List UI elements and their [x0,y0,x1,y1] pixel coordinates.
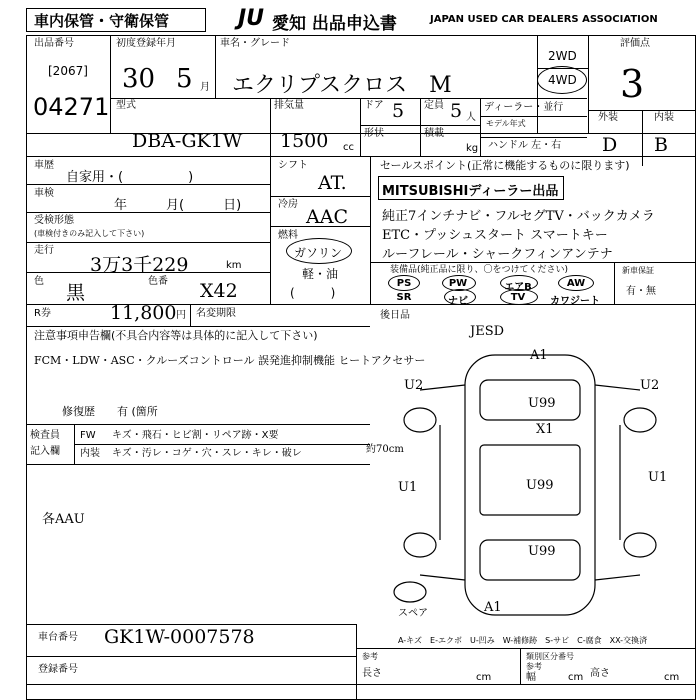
exterior-grade: D [602,134,618,156]
transfer-label: 名変期限 [196,308,236,319]
equip-aw-circle [558,275,594,291]
inspector-row1-head: FW [80,430,96,441]
lot-sub-number: [2067] [48,64,88,78]
score-value: 3 [620,62,645,106]
equip-tv: TV [510,292,526,303]
model-year-label: モデル年式 [486,119,526,128]
mark-roof: U99 [526,478,554,493]
note-aau: 各AAU [42,512,85,527]
interior-label: 内装 [654,112,674,123]
car-name-value: エクリプスクロス M [232,73,452,98]
reg-year: 30 [122,64,156,94]
reg-month-unit: 月 [200,82,210,93]
inspector-row2-items: キズ・汚レ・コゲ・穴・スレ・キレ・破レ [112,448,302,459]
drive-4wd: 4WD [548,73,577,87]
shift-label: シフト [278,160,308,171]
inspector-row2-head: 内装 [80,448,100,459]
disp-label: 排気量 [274,100,304,111]
interior-grade: B [654,134,668,156]
equip-seat: カワジート [550,296,600,307]
receive-sub: (車検付きのみ記入して下さい) [34,229,145,238]
mileage-unit: km [226,260,242,271]
mark-trunk: U99 [528,544,556,559]
sales-line-2: ETC・プッシュスタート スマートキー [382,228,608,243]
reg-no-label: 登録番号 [38,664,78,675]
storage-note: 車内保管・守衛保管 [34,12,170,30]
equip-navi: ナビ [448,296,468,307]
score-label: 評価点 [620,38,650,49]
reg-date-label: 初度登録年月 [116,38,176,49]
inspector-label-2: 記入欄 [30,446,60,457]
inspection-label: 車検 [34,188,54,199]
exterior-label: 外装 [598,112,618,123]
mark-front: A1 [530,348,548,363]
model-label: 型式 [116,100,136,111]
dealer-label: ディーラー・並行 [484,102,564,113]
notes-content: FCM・LDW・ASC・クルーズコントロール 誤発進抑制機能 ヒートアクセサー [34,354,426,367]
fuel-diesel: 軽・油 [302,267,339,281]
seats-unit: 人 [466,112,476,123]
car-name-label: 車名・グレード [220,38,290,49]
equip-ps: PS [396,278,412,289]
seats-label: 定員 [424,100,444,111]
car-damage-diagram [380,330,690,620]
inspector-row1-note: 約70cm [366,444,404,455]
new-car-label: 新車保証 [622,266,654,275]
spare-label: スペア [398,608,428,619]
cooling-label: 冷房 [278,199,298,210]
equip-tv-circle [500,289,538,305]
recycle-value: 11,800 [110,302,177,324]
seats-value: 5 [450,100,463,122]
doors-label: ドア [364,100,384,111]
height-unit: cm [664,672,680,683]
notes-label: 注意事項申告欄(不具合内容等は具体的に記入して下さい) [34,329,318,342]
color-value: 黒 [66,282,86,304]
color-label: 色 [34,276,44,287]
sales-line-3: ルーフレール・シャークフィンアンテナ [382,247,613,262]
mark-hood: U99 [528,396,556,411]
mileage-value: 3万3千229 [90,254,189,276]
height-label: 高さ [590,668,610,679]
drive-4wd-circle [537,66,587,94]
sales-line-1: 純正7インチナビ・フルセグTV・バックカメラ [382,209,655,224]
damage-legend: A-キズ E-エクボ U-凹み W-補修跡 S-サビ C-腐食 XX-交換済 [398,636,648,645]
equip-pw: PW [448,278,468,289]
mark-rear: A1 [484,600,502,615]
category-ref-label: 参考 [526,662,542,671]
fuel-label: 燃料 [278,230,298,241]
width-label: 幅 [526,672,536,683]
inspection-value: 年 月( 日) [114,198,242,213]
model-value: DBA-GK1W [132,130,243,152]
inspector-row1-items: キズ・飛石・ヒビ割・リペア跡・X要 [112,430,279,441]
repair-label: 修復歴 有 (箇所 [62,405,158,418]
fuel-gasoline: ガソリン [294,246,343,260]
equip-aw: AW [566,278,586,289]
load-unit: kg [466,143,479,154]
drive-2wd: 2WD [548,49,577,63]
mileage-label: 走行 [34,245,54,256]
equip-ps-circle [388,275,420,291]
lot-number: 04271 [33,93,110,121]
recycle-label: R券 [34,308,51,319]
disp-unit: cc [343,142,354,153]
chassis-label: 車台番号 [38,632,78,643]
dealer-stamp: MITSUBISHIディーラー出品 [382,184,559,199]
equip-sr: SR [396,292,412,303]
lot-label: 出品番号 [34,38,74,49]
mark-right-side: U1 [648,470,668,485]
shift-value: AT. [318,172,347,194]
fuel-other: ( ) [290,286,336,300]
shape-label: 形状 [364,128,384,139]
recycle-unit: 円 [176,310,186,321]
sales-label: セールスポイント(正常に機能するものに限ります) [380,159,630,172]
mark-front-left: U2 [404,378,424,393]
history-value: 自家用・( ) [66,170,194,185]
color-no-label: 色番 [148,276,168,287]
color-no-value: X42 [200,280,238,302]
form-title: 愛知 出品申込書 [272,14,397,34]
category-label: 類別区分番号 [526,652,574,661]
mark-left-side: U1 [398,480,418,495]
disp-value: 1500 [280,130,329,152]
doors-value: 5 [392,100,405,122]
width-unit: cm [568,672,584,683]
equipment-label: 装備品(純正品に限り、〇をつけてください) [390,265,569,275]
inspector-label-1: 検査員 [30,430,60,441]
load-label: 積載 [424,128,444,139]
chassis-ref-label: 参考 [362,652,378,661]
receive-label: 受検形態 [34,215,74,226]
equip-airbag: エアB [504,282,532,293]
new-car-value: 有・無 [626,286,656,297]
mark-front-right: U2 [640,378,660,393]
length-label: 長さ [362,668,382,679]
history-label: 車歴 [34,160,54,171]
chassis-value: GK1W-0007578 [104,626,255,648]
cooling-value: AAC [306,206,348,228]
later-label: 後日品 [380,310,410,321]
later-value: JESD [470,324,505,339]
form-title-en: JAPAN USED CAR DEALERS ASSOCIATION [430,14,658,25]
reg-month: 5 [176,64,193,94]
ju-logo: JU [238,6,265,31]
equip-navi-circle [444,289,476,305]
length-unit: cm [476,672,492,683]
fuel-gasoline-circle [286,238,352,264]
mark-windshield: X1 [536,422,554,437]
handle-label: ハンドル 左・右 [488,140,562,151]
